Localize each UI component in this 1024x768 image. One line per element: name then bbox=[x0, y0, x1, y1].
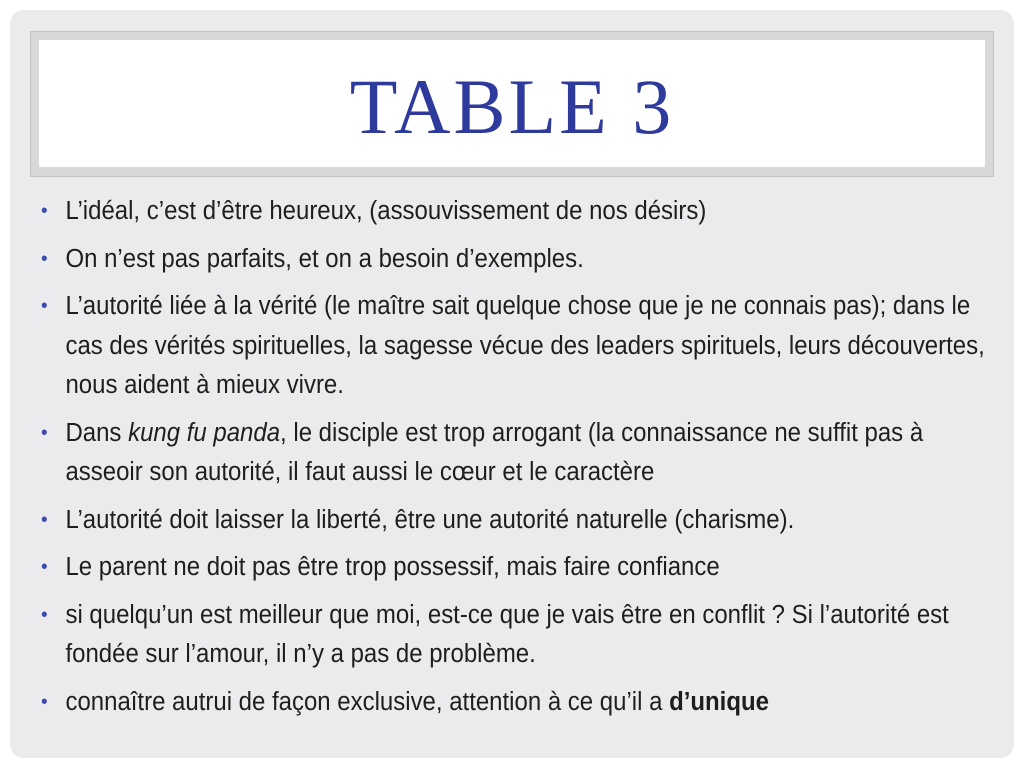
bullet-icon: • bbox=[41, 200, 48, 222]
bullet-text: Le parent ne doit pas être trop possessif, mais faire confiance bbox=[65, 553, 720, 581]
bullet-icon: • bbox=[41, 690, 48, 713]
bullet-text: L’autorité doit laisser la liberté, être une autorité naturelle (charisme). bbox=[65, 505, 795, 534]
bullet-text: On n’est pas parfaits, et on a besoin d’exemples. bbox=[65, 244, 584, 273]
bullet-item bbox=[10, 192, 1005, 232]
bullet-text: si quelqu’un est meilleur que moi, est-ce que je vais être en conflit ? Si l’autorité est fondée sur l’amour, il n’y a pas de problème. bbox=[65, 600, 949, 668]
bullet-icon: • bbox=[41, 508, 48, 531]
bullet-item bbox=[10, 287, 1005, 406]
bullet-icon: • bbox=[41, 603, 48, 626]
bullet-icon: • bbox=[41, 556, 48, 578]
bullet-item bbox=[10, 240, 1005, 280]
bullet-text: L’autorité liée à la vérité (le maître sait quelque chose que je ne connais pas); dans le cas des vérités spirituelles, la sagesse vécue des leaders spirituels, leurs découvertes, nous aident à mieux vivre. bbox=[65, 292, 985, 399]
bold-emphasis: d’unique bbox=[669, 687, 769, 716]
bullet-text: L’idéal, c’est d’être heureux, (assouvissement de nos désirs) bbox=[65, 197, 707, 225]
bullet-text-suffix: , le disciple est trop arrogant (la connaissance ne suffit pas à asseoir son autorité, il faut aussi le cœur et le caractère bbox=[65, 418, 924, 486]
bullet-item bbox=[10, 683, 1005, 723]
slide-title: TABLE 3 bbox=[349, 62, 675, 150]
bullet-item bbox=[10, 414, 1005, 493]
bullet-icon: • bbox=[41, 247, 48, 270]
bullet-icon: • bbox=[41, 421, 48, 444]
slide bbox=[10, 10, 1014, 758]
bullet-item bbox=[10, 501, 1005, 541]
bullet-icon: • bbox=[41, 295, 48, 317]
movie-title: kung fu panda bbox=[128, 418, 281, 447]
bullet-list bbox=[10, 192, 985, 730]
bullet-item bbox=[10, 548, 1005, 588]
bullet-text-prefix: connaître autrui de façon exclusive, attention à ce qu’il a bbox=[65, 687, 670, 716]
title-box bbox=[39, 40, 985, 167]
bullet-item bbox=[10, 596, 1005, 675]
title-frame bbox=[30, 31, 994, 177]
bullet-text-prefix: Dans bbox=[65, 418, 129, 447]
